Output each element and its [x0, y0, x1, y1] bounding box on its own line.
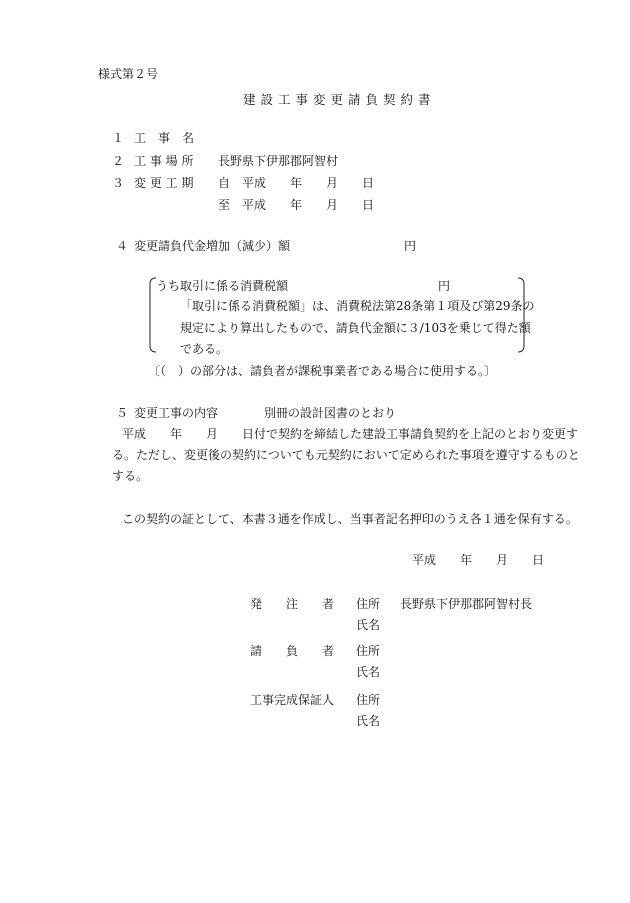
body-line-4: この契約の証として、本書３通を作成し、当事者記名押印のうえ各１通を保有する。 [122, 512, 578, 526]
page-title: 建設工事変更請負契約書 [243, 92, 436, 107]
item-2-number: ２ [112, 154, 125, 168]
contractor-name-label: 氏名 [356, 665, 381, 679]
item-5-label: 変更工事の内容 [134, 406, 219, 420]
tax-note: 〔（ ）の部分は、請負者が課税事業者である場合に使用する。〕 [148, 364, 497, 378]
guarantor-name-label: 氏名 [356, 714, 381, 728]
item-4-unit: 円 [404, 239, 417, 253]
body-line-3: する。 [112, 469, 149, 483]
contractor-role: 請 負 者 [250, 644, 335, 658]
guarantor-address-label: 住所 [356, 693, 381, 707]
tax-explanation-2: 規定により算出したもので、請負代金額に３/103を乗じて得た額 [180, 321, 531, 335]
tax-explanation-3: である。 [180, 342, 229, 356]
orderer-role: 発 注 者 [250, 597, 335, 611]
item-5-value: 別冊の設計図書のとおり [264, 406, 397, 420]
form-label: 様式第２号 [98, 67, 159, 81]
tax-explanation-1: 「取引に係る消費税額」は、消費税法第28条第１項及び第29条の [180, 299, 535, 313]
item-1-number: １ [112, 131, 125, 145]
orderer-address: 長野県下伊那郡阿智村長 [400, 597, 533, 611]
body-line-2: る。ただし、変更後の契約についても元契約において定められた事項を遵守するものと [112, 448, 580, 462]
guarantor-role: 工事完成保証人 [250, 693, 335, 707]
period-to: 至 平成 年 月 日 [218, 198, 375, 212]
contract-date: 平成 年 月 日 [412, 553, 545, 567]
item-4-label: 変更請負代金増加（減少）額 [134, 239, 291, 253]
item-3-label: 変 更 工 期 [134, 176, 194, 190]
item-2-value: 長野県下伊那郡阿智村 [218, 154, 339, 168]
tax-amount-unit: 円 [438, 279, 451, 293]
item-5-number: ５ [116, 406, 129, 420]
tax-amount-label: うち取引に係る消費税額 [156, 279, 289, 293]
orderer-name-label: 氏名 [356, 618, 381, 632]
body-line-1: 平成 年 月 日付で契約を締結した建設工事請負契約を上記のとおり変更す [122, 427, 579, 441]
item-2-label: 工 事 場 所 [134, 154, 194, 168]
orderer-address-label: 住所 [356, 597, 381, 611]
item-3-number: ３ [112, 176, 125, 190]
item-1-label: 工 事 名 [134, 131, 195, 145]
contractor-address-label: 住所 [356, 644, 381, 658]
item-4-number: ４ [116, 239, 129, 253]
period-from: 自 平成 年 月 日 [218, 176, 375, 190]
